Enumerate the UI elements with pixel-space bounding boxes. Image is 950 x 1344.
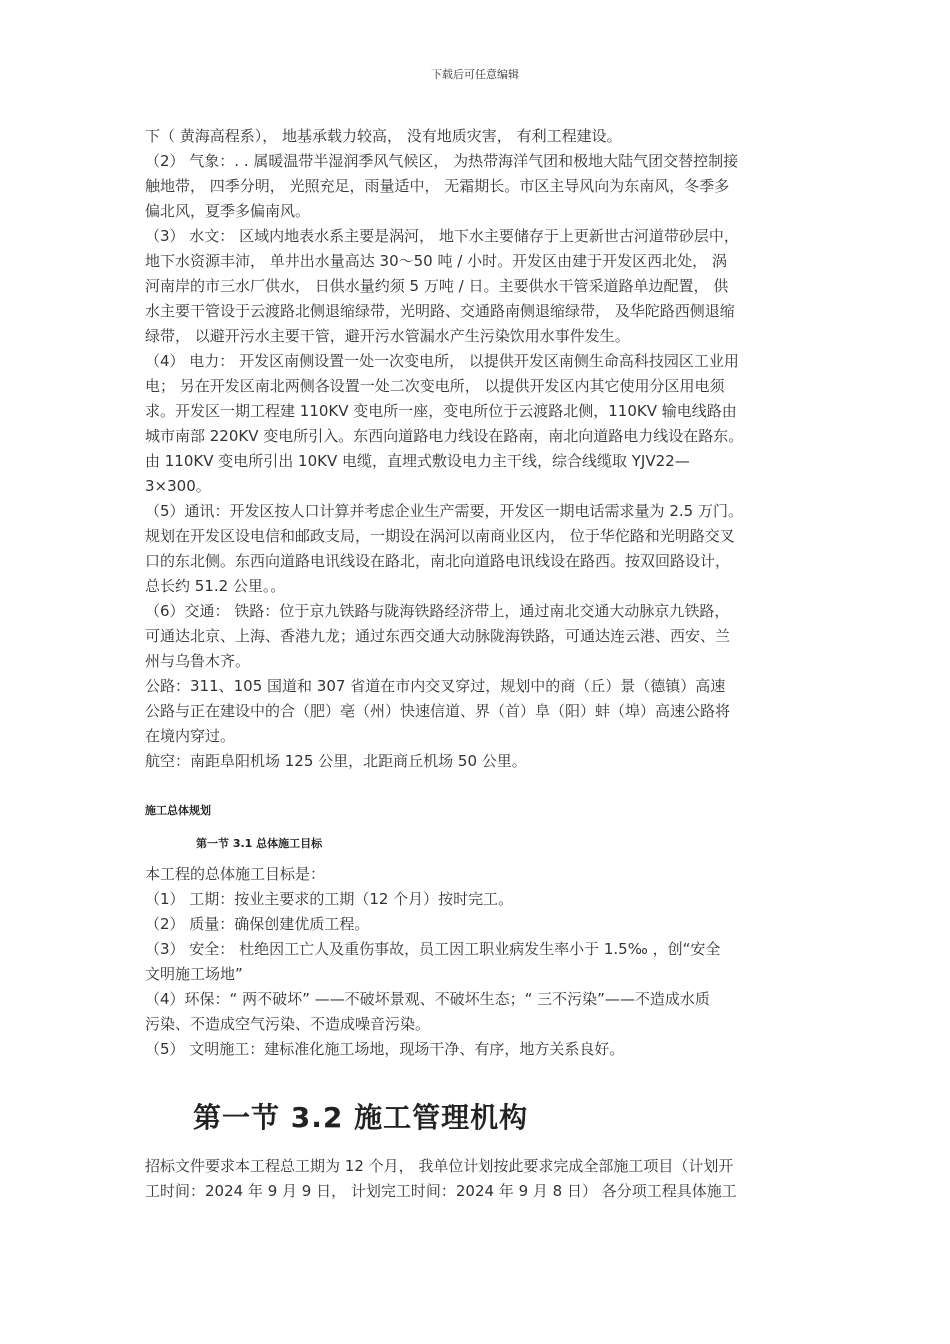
- paragraph-line: 绿带， 以避开污水主要干管，避开污水管漏水产生污染饮用水事件发生。: [145, 327, 630, 345]
- plan-heading: 施工总体规划: [145, 804, 211, 817]
- paragraph-line: 偏北风，夏季多偏南风。: [145, 202, 311, 220]
- paragraph-line: （3） 安全： 杜绝因工亡人及重伤事故，员工因工职业病发生率小于 1.5‰ ，创“安全: [145, 940, 721, 958]
- paragraph-line: 规划在开发区设电信和邮政支局，一期设在涡河以南商业区内， 位于华佗路和光明路交叉: [145, 527, 735, 545]
- paragraph-line: （3） 水文： 区域内地表水系主要是涡河， 地下水主要储存于上更新世古河道带砂层中，: [145, 227, 739, 245]
- paragraph-line: 下（ 黄海高程系）， 地基承载力较高， 没有地质灾害， 有利工程建设。: [145, 127, 622, 145]
- paragraph-line: 公路与正在建设中的合（肥）亳（州）快速信道、界（首）阜（阳）蚌（埠）高速公路将: [145, 702, 731, 720]
- paragraph-line: 水主要干管设于云渡路北侧退缩绿带，光明路、交通路南侧退缩绿带， 及华陀路西侧退缩: [145, 302, 735, 320]
- paragraph-line: 在境内穿过。: [145, 727, 236, 745]
- section-title: 第一节 3.2 施工管理机构: [193, 1101, 529, 1134]
- paragraph-line: 州与乌鲁木齐。: [145, 652, 251, 670]
- subsection-heading: 第一节 3.1 总体施工目标: [196, 837, 323, 850]
- section-management: [145, 1154, 825, 1204]
- paragraph-line: 污染、不造成空气污染、不造成噪音污染。: [145, 1015, 431, 1033]
- paragraph-line: （4） 电力： 开发区南侧设置一处一次变电所， 以提供开发区南侧生命高科技园区工业用: [145, 352, 739, 370]
- paragraph-line: （5） 文明施工：建标准化施工场地，现场干净、有序，地方关系良好。: [145, 1040, 625, 1058]
- paragraph-line: （2） 气象：. . 属暖温带半湿润季风气候区， 为热带海洋气团和极地大陆气团交替控制接: [145, 152, 739, 170]
- paragraph-line: （6）交通： 铁路：位于京九铁路与陇海铁路经济带上，通过南北交通大动脉京九铁路，: [145, 602, 730, 620]
- paragraph-line: （5）通讯：开发区按人口计算并考虑企业生产需要，开发区一期电话需求量为 2.5 万门。: [145, 502, 743, 520]
- paragraph-line: 公路：311、105 国道和 307 省道在市内交叉穿过，规划中的商（丘）景（德镇）高速: [145, 677, 726, 695]
- paragraph-line: 招标文件要求本工程总工期为 12 个月， 我单位计划按此要求完成全部施工项目（计划开: [145, 1157, 734, 1175]
- paragraph-line: 电； 另在开发区南北两侧各设置一处二次变电所， 以提供开发区内其它使用分区用电须: [145, 377, 725, 395]
- paragraph-line: 河南岸的市三水厂供水， 日供水量约须 5 万吨 / 日。主要供水干管采道路单边配置， 供: [145, 277, 729, 295]
- paragraph-line: 文明施工场地”: [145, 965, 243, 983]
- paragraph-line: 口的东北侧。东西向道路电讯线设在路北，南北向道路电讯线设在路西。按双回路设计，: [145, 552, 731, 570]
- paragraph-line: 地下水资源丰沛， 单井出水量高达 30～50 吨 / 小时。开发区由建于开发区西北处， 涡: [145, 252, 727, 270]
- paragraph-line: 由 110KV 变电所引出 10KV 电缆，直埋式敷设电力主干线，综合线缆取 YJV22—: [145, 452, 690, 470]
- section-site-conditions: [145, 124, 825, 774]
- paragraph-line: （1） 工期：按业主要求的工期（12 个月）按时完工。: [145, 890, 514, 908]
- paragraph-line: 工时间：2024 年 9 月 9 日， 计划完工时间：2024 年 9 月 8 日） 各分项工程具体施工: [145, 1182, 737, 1200]
- section-construction-goals: [145, 862, 825, 1062]
- paragraph-line: 求。开发区一期工程建 110KV 变电所一座，变电所位于云渡路北侧，110KV 输电线路由: [145, 402, 737, 420]
- paragraph-line: 总长约 51.2 公里。。: [145, 577, 286, 595]
- paragraph-line: 本工程的总体施工目标是：: [145, 865, 326, 883]
- paragraph-line: 城市南部 220KV 变电所引入。东西向道路电力线设在路南，南北向道路电力线设在路东。: [145, 427, 744, 445]
- paragraph-line: 航空：南距阜阳机场 125 公里，北距商丘机场 50 公里。: [145, 752, 527, 770]
- paragraph-line: 3×300。: [145, 477, 211, 495]
- paragraph-line: （2） 质量：确保创建优质工程。: [145, 915, 370, 933]
- paragraph-line: 触地带， 四季分明， 光照充足，雨量适中， 无霜期长。市区主导风向为东南风，冬季多: [145, 177, 730, 195]
- paragraph-line: （4）环保：“ 两不破坏” ——不破坏景观、不破坏生态；“ 三不污染”——不造成水质: [145, 990, 710, 1008]
- page-header: 下载后可任意编辑: [431, 68, 519, 81]
- paragraph-line: 可通达北京、上海、香港九龙；通过东西交通大动脉陇海铁路，可通达连云港、西安、兰: [145, 627, 731, 645]
